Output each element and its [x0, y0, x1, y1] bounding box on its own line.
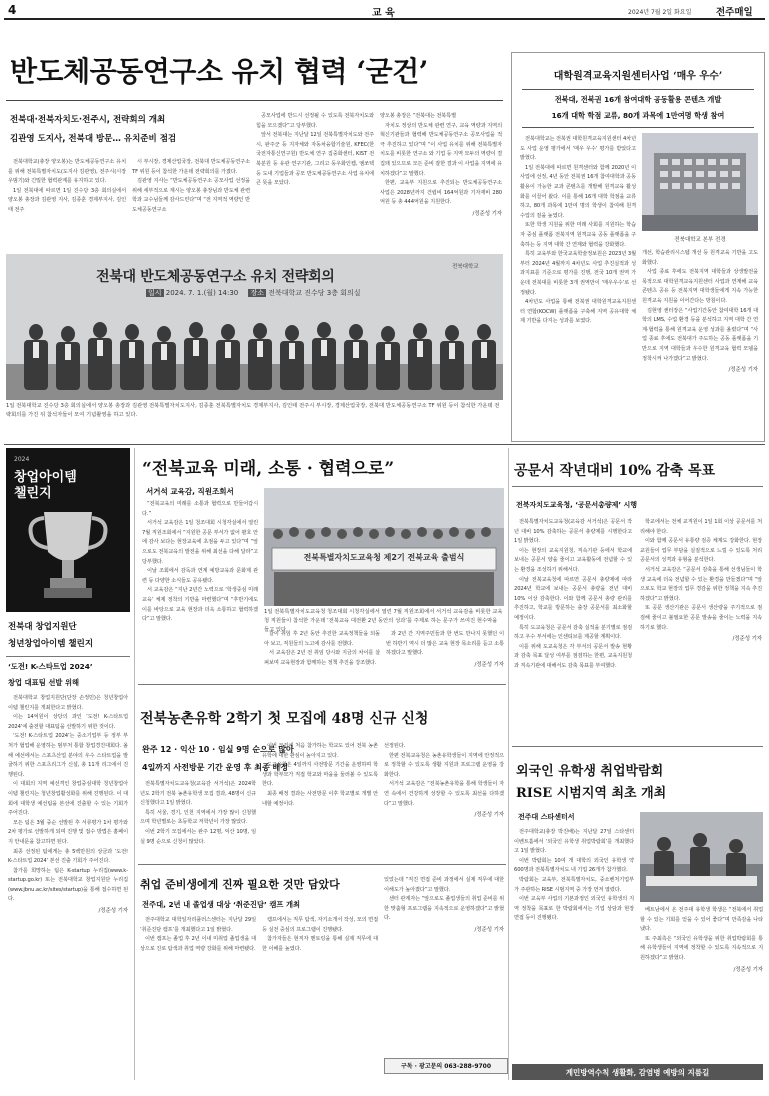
campus-building-image	[642, 133, 758, 231]
column-rule	[134, 448, 135, 1080]
ad-body	[8, 694, 128, 1076]
subscription-box	[384, 1058, 508, 1074]
banner-title: 전북대 반도체공동연구소 유치 전략회의	[96, 269, 335, 285]
remote-edu-rule	[522, 89, 754, 90]
paragraph: 한편 전북교육청은 농촌유학생들이 지역에 안정적으로 정착할 수 있도록 생활 지원과 프로그램 운영을 강화한다.	[384, 752, 504, 778]
mid-headline: “전북교육 미래, 소통 · 협력으로”	[142, 459, 395, 479]
poster-label: 2024	[14, 456, 30, 463]
column-rule	[508, 448, 509, 1080]
mid-col-3	[386, 630, 504, 682]
ad-rule	[6, 656, 130, 657]
ad-caption-2: 청년창업아이템 챌린지	[8, 639, 94, 649]
paragraph: 이번 교육부 사업의 기본과정인 외국인 유학생의 지역 정착을 목표로 한 박람회에서는 기업 상담과 현장 면접 등이 진행됐다.	[514, 896, 634, 922]
paragraph: 1일 전북대에 따르면 원격센터와 함께 2020년 이 사업에 선정, 4년 동안 전북권 16개 참여대학과 공동 활용이 가능한 교과 콘텐츠를 개발해 원격교육 활성화를 이끌어 왔다. 이를 통해 16개 대학 학점을 교류하고, 80개 과목에 1만여 명의 학생이 참여해 원격 수업의 질을 높였다.	[520, 164, 636, 219]
paragraph: 이는 현장의 교육지원청, 직속기관 등에서 학교에 보내는 공문서 양을 줄이고 교육활동에 전념할 수 있는 환경을 조성하기 위해서다.	[514, 547, 632, 573]
footer-slogan: 계민방역수칙 생활화, 감염병 예방의 지름길	[565, 1068, 710, 1077]
paragraph: “전북교육의 미래를 소통과 협력으로 만들어갑시다.”	[142, 501, 258, 517]
lead-col-4	[380, 112, 502, 250]
rural-subhead-2: 4일까지 사전방문 기간 운영 후 최종 배정	[142, 763, 288, 772]
bottom-rule	[138, 864, 506, 865]
paragraph: 캠프에서는 직무 탐색, 자기소개서 작성, 모의 면접 등 실전 중심의 프로그램이 진행됐다.	[262, 917, 378, 933]
paragraph: 특히 서울, 경기, 인천 지역에서 가장 많이 신청했으며 학년별로는 초등학교 저학년이 가장 많았다.	[140, 809, 256, 826]
banner-place-value: 전북대학교 진수당 3층 회의실	[268, 289, 361, 297]
jobcamp-subhead: 전주대, 2년 내 졸업생 대상 ‘취준진담’ 캠프 개최	[142, 900, 301, 909]
paragraph: 앞서 전북대는 지난달 12일 전북특별자치도와 전주시, 완주군 등 지자체와 자동차융합기술원, KFEC(한국전자통신연구원) 반도체 연구 집중화센터, KIST 전북분원 등 유관 연구기관, 그리고 동우화인켐, 엠쏘텍 등 도내 기업들과 공모 반도체공동연구소 사업 유치에 큰 뜻을 모았다.	[256, 132, 374, 187]
jobcamp-headline: 취업 준비생에게 진짜 필요한 것만 담았다	[140, 878, 340, 891]
jobfair-headline-1: 외국인 유학생 취업박람회	[516, 764, 664, 779]
paragraph: 과 2년 간 지역주민들과 한 번도 만나지 못했던 이번 하반기 역시 더 많은 교육 현장 목소리를 듣고 소통하겠다고 말했다.	[386, 631, 504, 657]
paragraph: 이번 캠프는 졸업 후 2년 이내 미취업 졸업생을 대상으로 진로 탐색과 취업 역량 강화를 위해 마련됐다.	[140, 936, 256, 952]
paragraph: 서거석 교육감은 “전북농촌유학을 통해 학생들이 자연 속에서 건강하게 성장할 수 있도록 최선을 다하겠다”고 말했다.	[384, 781, 504, 807]
paragraph: 베트남에서 온 전주대 유학생 학생은 “전북에서 취업할 수 있는 기회를 얻을 수 있어 좋다”며 만족감을 나타냈다.	[640, 907, 763, 933]
jobfair-photo-image	[640, 812, 763, 902]
paragraph: 또한 학생 지원을 위한 미래 사회를 지원하는 학습자 중심 플랫폼 전북지역 원격교육 공동 플랫폼을 구축하는 등 지역 대학 간 연계와 협력을 강화했다.	[520, 222, 636, 248]
paragraph: 전북대학교는 전북권 대학원격교육지원센터 4차년도 사업 운영 평가에서 ‘매우 우수’ 평가를 받았다고 밝혔다.	[520, 136, 636, 162]
paragraph: 전주대학교(총장 박진배)는 지난달 27일 스타센터 이벤트홀에서 ‘외국인 유학생 취업박람회’를 개최했다고 1일 밝혔다.	[514, 829, 634, 855]
paragraph: 또 주최측은 “외국인 유학생을 위한 취업박람회를 통해 유학생들이 지역에 정착할 수 있도록 지속적으로 지원하겠다”고 밝혔다.	[640, 935, 763, 961]
rural-col-1	[140, 780, 256, 862]
lead-col-3	[256, 112, 374, 250]
paragraph: 서 교육감은 “지난 2년간 노력으로 ‘학생중심 미래교육’ 체제 정착의 기반을 마련했다”며 “후반기에도 이를 바탕으로 교육 현장과 더욱 소통하고 협력하겠다”고 말했다.	[142, 587, 258, 623]
reporter-byline: /정준성 기자	[474, 812, 504, 819]
mid-photo-image	[264, 488, 504, 606]
paragraph: 이번 2학기 모집에서는 완주 12명, 익산 10명, 임실 9명 순으로 신청이 많았다.	[140, 828, 256, 845]
paragraph: 서 교육감은 2년 전 취임 당시와 지금의 차이를 살펴보며 교육현장과 함께하는 정책 추진을 강조했다.	[264, 650, 380, 666]
paragraph: 이날 전북교육청에 따르면 공문서 총량제에 따라 2024년 학교에 보내는 공문서 총량을 전년 대비 10% 이상 감축한다. 이와 함께 공문서 총량 관리를 추진하고, 학교를 방문하는 출장 공문서를 최소화할 예정이다.	[514, 576, 632, 621]
mid-col-2	[264, 630, 380, 682]
reporter-byline: /정준성 기자	[474, 661, 504, 668]
paragraph: 참가를 희망하는 팀은 K-startup 누리집(www.k-startup.go.kr) 또는 전북대학교 창업지원단 누리집(www.jbnu.ac.kr/sites/startup)을 통해 접수하면 된다.	[8, 867, 128, 903]
page-number: 4	[8, 3, 17, 17]
remote-edu-photo-caption: 전북대학교 본부 전경	[674, 237, 726, 243]
paragraph: 전북특별자치도교육청(교육감 서거석)은 2024학년도 2학기 전북 농촌유학생 모집 결과, 48명이 신규 신청했다고 1일 밝혔다.	[140, 781, 256, 807]
mid-photo-caption: 1일 전북특별자치도교육청 청조대회 시청각실에서 열린 7월 직원조회에서 서거석 교육감을 비롯한 교육청 직원들이 참석한 가운데 ‘전북교육 대전환 2년 동안의 성과’를 주제로 하는 문구가 쓰여진 현수막을 들고 있다.	[264, 609, 503, 633]
poster-title-1: 창업아이템	[14, 470, 77, 485]
mid-col-1	[142, 500, 258, 678]
startup-ad-poster	[6, 448, 130, 612]
paragraph: 이번 모집에 처음 참가하는 학교도 있어 전북 농촌유학에 대한 관심이 높아지고 있다.	[262, 743, 378, 759]
reporter-byline: /정준성 기자	[474, 926, 504, 933]
remote-edu-sub-2: 16개 대학 학점 교류, 80개 과목에 1만여명 학생 참여	[551, 111, 725, 120]
paragraph: 이날 조회에서 감독과 연계 예방교육과 문화제 관련 등 다양한 소식들도 공유됐다.	[142, 568, 258, 584]
paragraph: 김관영 지사는 “반도체공동연구소 공모사업 선정을 위해 세부적으로 계시는 양오봉 총장님과 반도체 관련 학과 교수님들께 감사드린다”며 “전 지역적 역량인 반도체공동연구소	[132, 178, 250, 213]
jobfair-col-1	[514, 828, 634, 1058]
rural-subhead-1: 완주 12 · 익산 10 · 임실 9명 순으로 많아	[142, 745, 294, 754]
mid-subhead: 서거석 교육감, 직원조회서	[146, 487, 234, 496]
paper-name: 전주매일	[716, 7, 753, 18]
paragraph: 있었는데 “직진 면접 준비 과정에서 실제 직무에 대한 이해도가 높아졌다”고 말했다.	[384, 877, 504, 893]
ad-sub-2: 창업 대표팀 선발 위해	[8, 678, 80, 687]
paragraph: 양오봉 총장은 “전북대는 전북특별	[380, 113, 456, 119]
jobfair-headline-2: RISE 시범지역 최초 개최	[516, 786, 667, 801]
paragraph: 도교육청은 4일까지 사전방문 기간을 운영하며 학생과 학부모가 직접 학교와 마을을 둘러볼 수 있도록 한다.	[262, 762, 378, 788]
footer-slogan-bar	[512, 1064, 763, 1080]
reporter-byline: /정준성 기자	[733, 966, 763, 973]
banner-date	[146, 288, 361, 298]
remote-edu-col-2	[642, 249, 758, 435]
masthead-rule	[4, 18, 765, 20]
paragraph: 참가자들은 현직자 멘토링을 통해 실제 직무에 대한 이해를 높였다.	[262, 936, 378, 952]
lead-headline: 반도체공동연구소 유치 협력 ‘굳건’	[10, 55, 428, 88]
banner-date-label: 일시	[148, 289, 162, 297]
masthead	[4, 2, 765, 18]
issue-date: 2024년 7월 2일 화요일	[628, 9, 692, 16]
paragraph: ‘도전! K-스타트업 2024’는 중소기업부 등 정부 부처가 협업해 운영하는 범부처 통합 창업경진대회다. 올해 예선에서는 스포츠산업 분야의 우수 스타트업을 발굴하기 위한 스포츠리그가 신설, 총 11개 리그에서 진행된다.	[8, 733, 128, 778]
reporter-byline: /정준성 기자	[732, 636, 762, 643]
right-mid-rule	[512, 746, 763, 747]
ad-caption-1: 전북대 창업지원단	[8, 622, 77, 632]
rural-col-3	[384, 742, 504, 862]
paragraph: 전북대학교(총장 양오봉)는 반도체공동연구소 유치를 위해 전북특별자치도(도지사 김관영), 전주시(시장 우범기)와 긴밀한 협력관계를 유지하고 있다.	[8, 159, 126, 185]
paragraph: 공모사업에 반드시 선정될 수 있도록 전북자치도와 힘을 모으겠다”고 당부했다.	[256, 113, 374, 129]
section-rule	[4, 444, 765, 445]
lead-subhead-1: 전북대·전북자치도·전주시, 전략회의 개최	[10, 115, 166, 125]
section-title: 교 육	[372, 8, 395, 19]
paragraph: 특히 교육부와 한국교육학술정보원은 2023년 3월부터 2024년 4월까지 4차년도 사업 추진실적과 성과지표를 기준으로 평가를 진행, 전국 10개 권역 가운데 전북대를 비롯한 3개 권역만이 ‘매우우수’로 선정됐다.	[520, 251, 636, 296]
banner-date-value: 2024. 7. 1.(월) 14:30	[165, 289, 239, 297]
paragraph: 사업 종료 후에도 전북지역 대학들과 상생발전을 목적으로 대학원격교육지원센터 사업과 연계해 교육콘텐츠 공유 등 전북지역 대학생들에게 지속 가능한 원격교육 지원을 이어간다는 방침이다.	[642, 269, 758, 304]
paperwork-subhead: 전북자치도교육청, ‘공문서총량제’ 시행	[516, 501, 638, 509]
paragraph: 전북특별자치도교육청(교육감 서거석)은 공문서 작년 대비 10% 감축하는 공문서 총량제를 시행한다고 1일 밝혔다.	[514, 519, 632, 545]
paragraph: 1일 전북대에 따르면 1일 진수당 3층 회의실에서 양오봉 총장과 김관영 지사, 김종훈 경제부지사, 김인태 전주	[8, 187, 126, 213]
ad-sub-1: ‘도전! K-스타트업 2024’	[8, 662, 93, 671]
paragraph: 이를 위해 도교육청은 각 부서의 공문서 발송 현황과 감축 목표 달성 여부를 점검하는 한편, 교육지원청과 직속기관에 대해서도 감축 목표를 부여했다.	[514, 643, 632, 669]
mid-photo	[264, 488, 504, 606]
paragraph: 서거석 교육감은 “공문서 감축을 통해 선생님들이 학생 교육에 더욱 전념할 수 있는 환경을 만들겠다”며 “앞으로도 학교 현장의 업무 경감을 위한 정책을 지속 추진하겠다”고 밝혔다.	[640, 566, 762, 602]
jobfair-photo	[640, 812, 763, 902]
paragraph: 4차년도 사업을 통해 전북권 대학원격교육지원센터 연합(KOCW) 플랫폼을 구축해 지역 공유대학 체제 기반을 다지는 성과를 보였다.	[520, 299, 636, 325]
paragraph: 특히 도교육청은 공문서 감축 실적을 분기별로 점검하고 우수 부서에는 인센티브를 제공할 계획이다.	[514, 624, 632, 641]
remote-edu-title: 대학원격교육지원센터사업 ‘매우 우수’	[553, 71, 723, 82]
lead-photo-caption: 1일 전북대학교 진수당 3층 회의실에서 양오봉 총장과 김관영 전북특별자치도지사, 김종훈 전북특별자치도 경제부지사, 김인태 전주시 부시장, 경제산업국장, 전북대 반도체공동연구소 TF 위원 등이 참석한 가운데 전략회의를 가진 뒤 참석자들이 모여 기념촬영을 하고 있다.	[6, 403, 500, 418]
paragraph: 또 공문 생산기관은 공문서 생산량을 주기적으로 점검해 줄이고 불필요한 공문 발송을 줄이는 노력을 지속하기로 했다.	[640, 605, 762, 631]
paragraph: 이번 박람회는 10여 개 대학의 외국인 유학생 약 600명과 전북특별자치도 내 기업 26개가 참가했다.	[514, 857, 634, 874]
paragraph: 전북대학교 창업지원단(단장 손정민)은 청년창업아이템 챌린지를 개최한다고 밝혔다.	[8, 695, 128, 711]
paperwork-rule	[512, 486, 763, 487]
paragraph: 이는 14억원이 상당의 과인 ‘도전! K-스타트업 2024’에 출전할 대표팀을 선발하기 위한 것이다.	[8, 714, 128, 730]
paragraph: 선정된다.	[384, 743, 406, 749]
rural-col-2	[262, 742, 378, 862]
reporter-byline: /정준성 기자	[472, 210, 502, 217]
lead-photo	[6, 254, 503, 400]
banner-place-label: 장소	[250, 289, 265, 297]
paragraph: 전주대학교 대학일자리플러스센터는 지난달 29일 ‘취준진담 캠프’를 개최했다고 1일 밝혔다.	[140, 917, 256, 933]
jobcamp-col-3	[384, 876, 504, 1034]
lead-col-1	[8, 158, 126, 250]
mid-photo-banner: 전북특별자치도교육청 제2기 전북교육 출범식	[303, 553, 465, 562]
jobcamp-col-1	[140, 916, 256, 1064]
paragraph: 갈이 취임 후 2년 동안 추진한 교육정책들을 되돌아 보고, 직원들의 노고에 감사를 전했다.	[264, 631, 380, 647]
remote-edu-photo	[642, 133, 758, 231]
paperwork-col-1	[514, 518, 632, 744]
lead-col-2	[132, 158, 250, 250]
remote-edu-box	[511, 52, 765, 442]
reporter-byline: /정준성 기자	[98, 908, 128, 915]
mid-rule	[138, 684, 506, 685]
jobfair-subhead: 전주대 스타센터서	[518, 813, 575, 821]
remote-edu-col-1	[520, 135, 636, 433]
paragraph: 자치도 정상의 반도체 관련 연구, 교육 역량과 지역의 혁신기관들과 협력해 반도체공동연구소 공모사업을 적극 추진하고 있다”며 “이 사업 유치를 위해 전북특별자치도를 비롯한 연구소 와 기업 등 지역 모두의 역량이 결집돼 있으므로 모든 준비 잘한 결과 이 사업을 지역에 유치하겠다”고 말했다.	[380, 122, 502, 177]
lead-subhead-2: 김관영 도지사, 전북대 방문… 유치준비 점검	[10, 134, 177, 144]
paperwork-col-2	[640, 518, 762, 744]
jobfair-col-2	[640, 906, 763, 1058]
lead-headline-rule	[6, 100, 503, 101]
banner-logo: 전북대학교	[452, 264, 479, 270]
rural-headline: 전북농촌유학 2학기 첫 모집에 48명 신규 신청	[140, 711, 429, 727]
subscription-text: 구독 · 광고문의 063-288-9700	[400, 1063, 492, 1070]
paragraph: 개선, 학습관리시스템 개선 등 원격교육 기반을 고도화했다.	[642, 250, 758, 266]
paragraph: 센터 관계자는 “앞으로도 졸업생들의 취업 준비를 위한 맞춤형 프로그램을 지속적으로 운영하겠다”고 밝혔다.	[384, 896, 504, 922]
paragraph: 모든 팀은 3월 중순 선발된 후 서류평가 1차 평가와 2차 평가로 선발하게 되며 진행 및 접수 방법은 홈페이지 안내문을 참고하면 된다.	[8, 819, 128, 845]
paragraph: 이 대회의 지역 예선격인 창업중심대학 청년창업아이템 챌린지는 청년창업활성화를 위해 진행된다. 이 대회에 대학생 예선팀을 본선에 진출할 수 있는 기회가 주어진다.	[8, 781, 128, 817]
paragraph: 최종 배정 결과는 사전방문 이후 학교별로 개별 안내할 예정이다.	[262, 790, 378, 807]
paragraph: 시 부시장, 경제산업국장, 전북대 반도체공동연구소 TF 위원 등이 참석한 가운데 전략회의를 가졌다.	[132, 159, 250, 175]
paragraph: 김현영 센터장은 “사업기간동안 참여대학 16개 대학의 LMS, 수업 환경 등을 분석하고 지역 대학 간 연계·협력을 통해 원격교육 운영 성과를 올렸다”며 “사업 종료 후에도 전북대가 주도하는 공동 플랫폼을 기반으로 지역 대학들과 우수한 원격교육 협력 모델을 정착시켜 나가겠다”고 밝혔다.	[642, 307, 758, 362]
paragraph: 학교에서는 전체 교직원이 1일 1회 이상 공문서를 처리해야 한다.	[640, 519, 762, 535]
remote-edu-rule-2	[522, 127, 754, 128]
paragraph: 한편, 교육부 지원으로 추진되는 반도체공동연구소 사업은 2028년까지 건립비 164억원과 기자재비 280억원 등 총 444억원을 지원한다.	[380, 180, 502, 206]
paragraph: 최종 선정된 팀에게는 총 5백만원의 상금과 ‘도전! K-스타트업 2024’ 본선 진출 기회가 주어진다.	[8, 848, 128, 865]
paperwork-headline: 공문서 작년대비 10% 감축 목표	[514, 463, 716, 479]
paragraph: 박람회는 교육부, 전북특별자치도, 중소벤처기업부가 주관하는 RISE 시범지역 중 가장 먼저 열렸다.	[514, 876, 634, 893]
paragraph: 서거석 교육감은 1일 청조대회 시청각실에서 열린 7월 직원조회에서 “지원한 공문 부서가 없어 괄호 안에 감사 보다는 현장교육에 초점을 두고 있다”며 “앞으로도 전북교육의 발전을 위해 최선을 다해 달라”고 당부했다.	[142, 520, 258, 565]
jobcamp-col-2	[262, 916, 378, 1064]
poster-title-2: 챌린지	[14, 486, 52, 501]
trophy-icon	[6, 502, 130, 612]
remote-edu-sub-1: 전북대, 전북권 16개 참여대학 공동활용 콘텐츠 개발	[554, 95, 722, 104]
paragraph: 이와 함께 공문서 유통량 검증 체계도 강화한다. 현장 교원들이 업무 부담을 실질적으로 느낄 수 있도록 처리 공문서의 성격과 유형을 분석한다.	[640, 538, 762, 564]
reporter-byline: /정준성 기자	[728, 367, 758, 374]
